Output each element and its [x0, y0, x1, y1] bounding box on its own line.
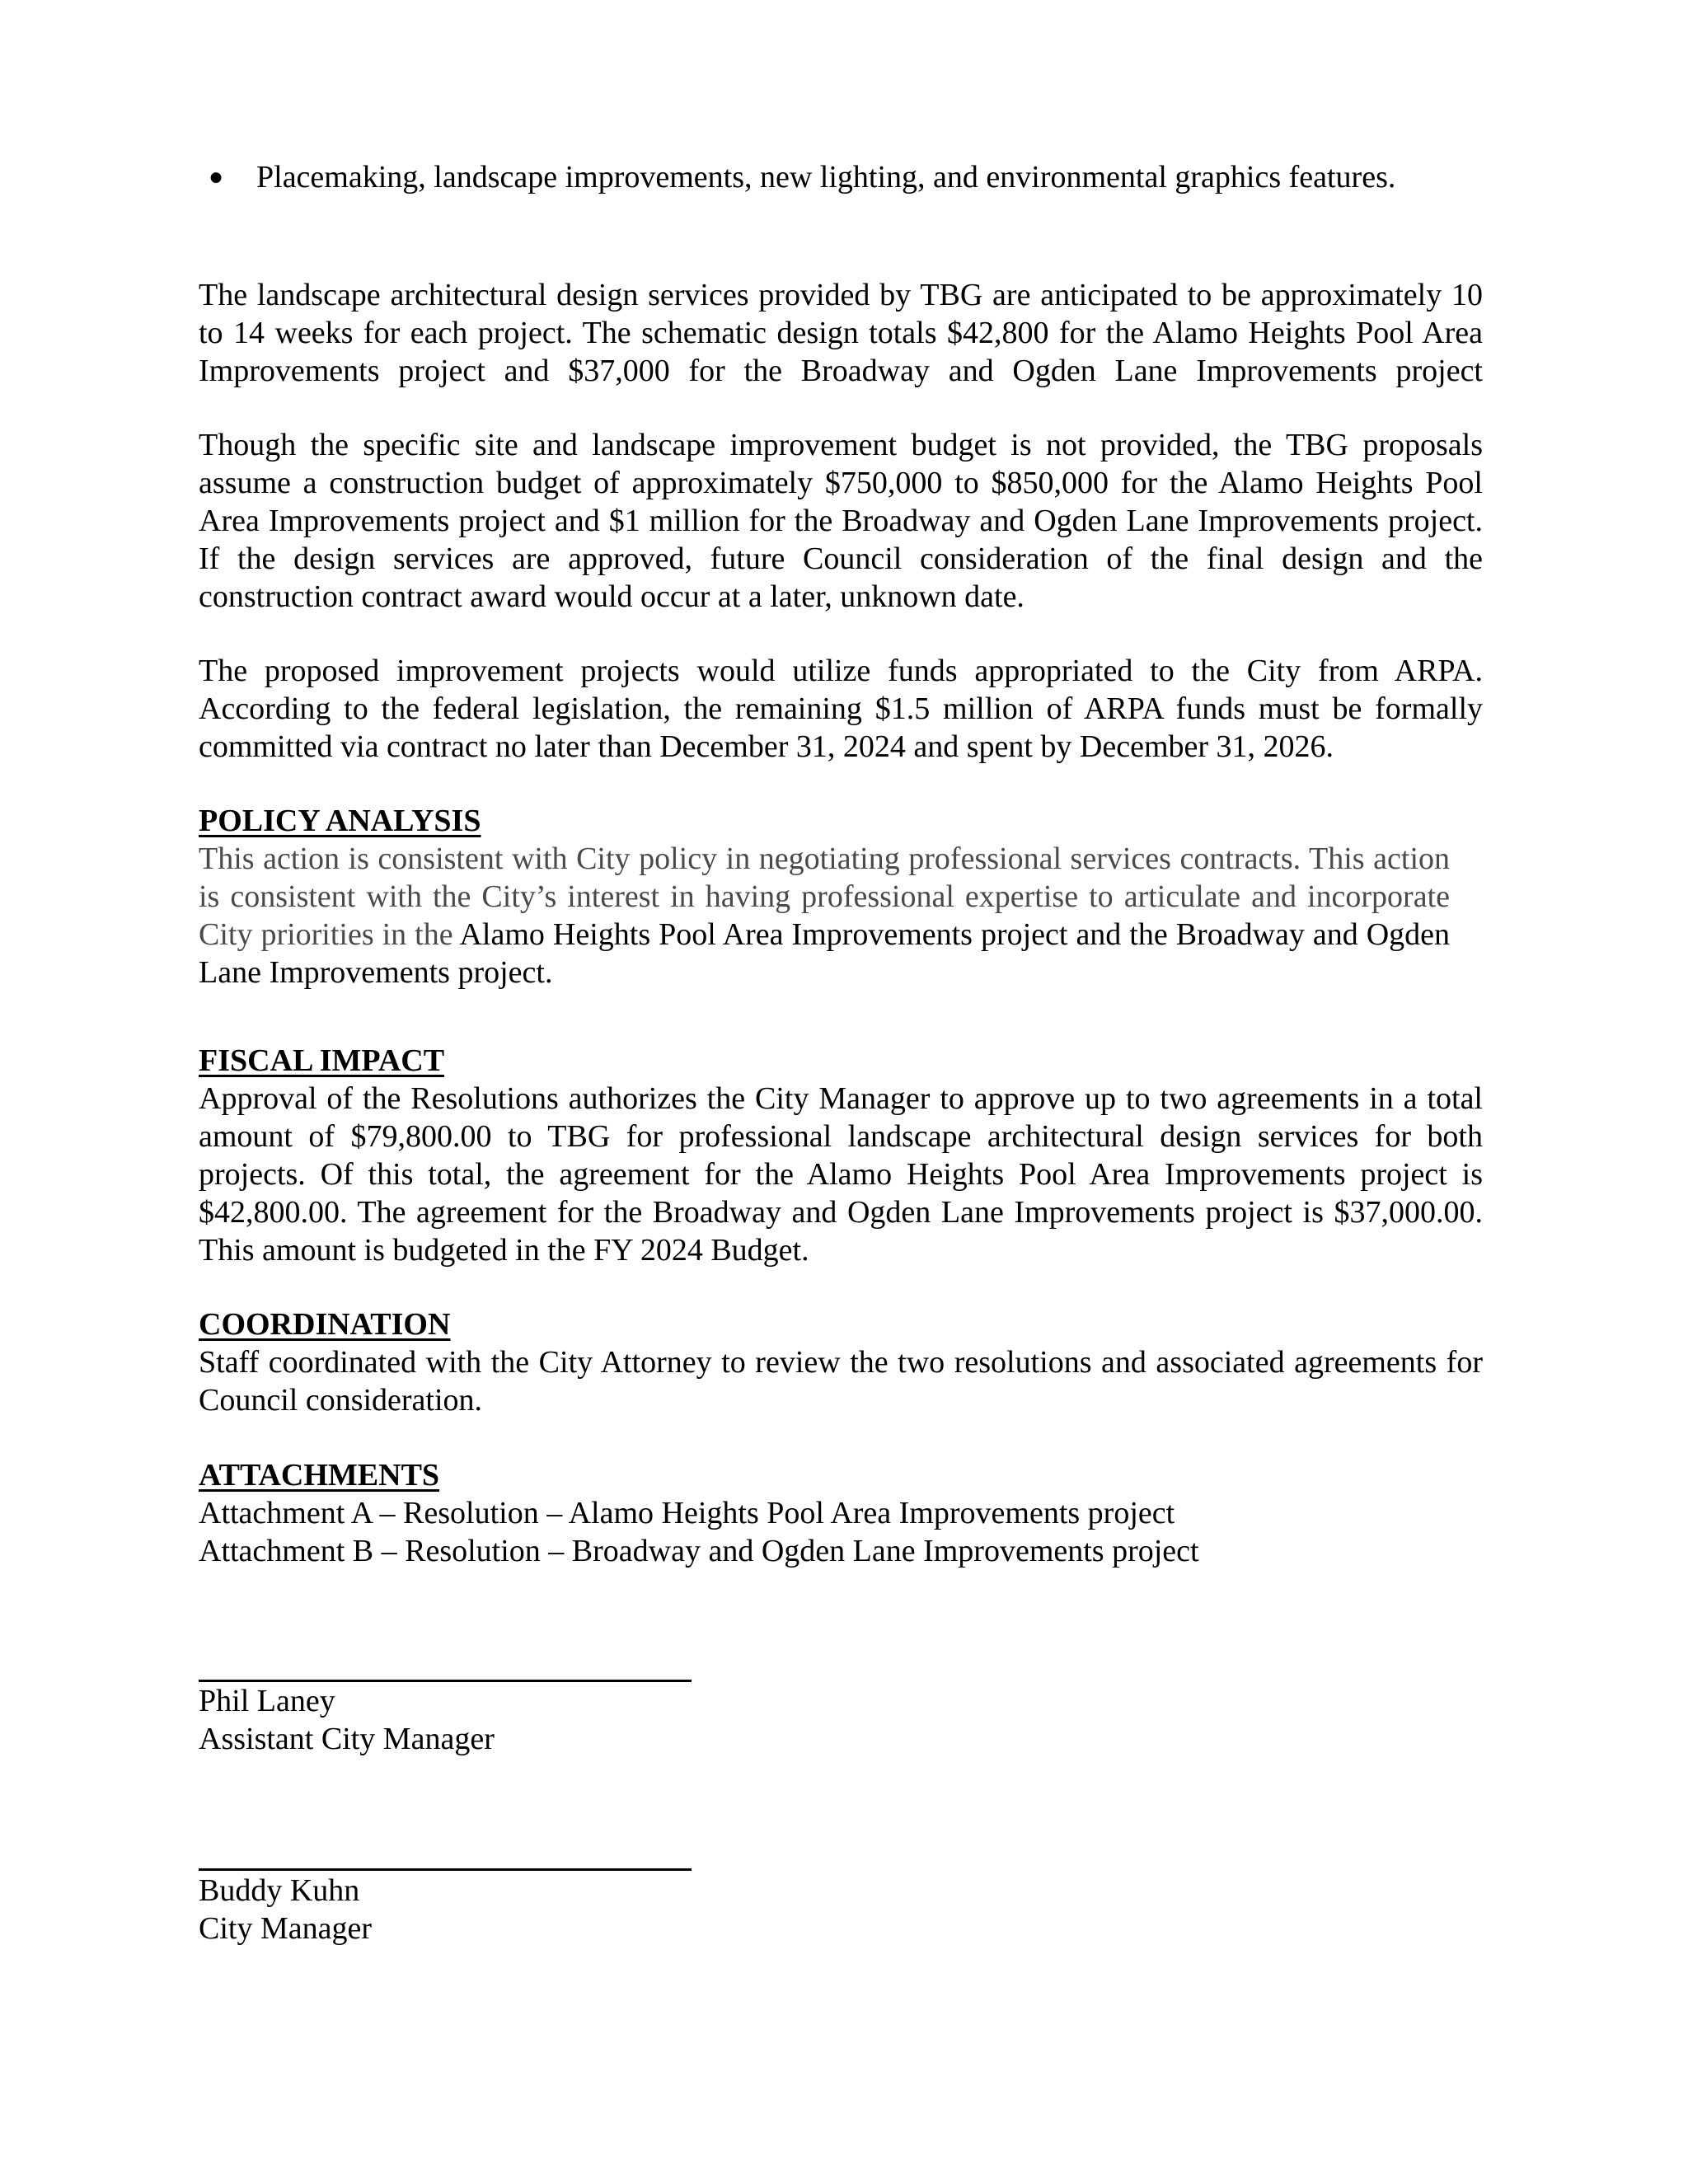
section-heading: ATTACHMENTS: [199, 1458, 440, 1493]
signatory-title: Assistant City Manager: [199, 1722, 495, 1756]
signature-block-assistant-city-manager: [199, 1682, 1483, 1758]
policy-text-black: Alamo Heights Pool Area Improvements project and the Broadway and Ogden Lane Improvements project.: [199, 917, 1451, 990]
paragraph-arpa-funds: [199, 652, 1483, 766]
section-heading: COORDINATION: [199, 1307, 451, 1342]
signature-line: [199, 1868, 692, 1871]
signatory-name: Buddy Kuhn: [199, 1873, 360, 1908]
section-heading: POLICY ANALYSIS: [199, 804, 481, 838]
signatory-name: Phil Laney: [199, 1684, 335, 1718]
section-attachments: [199, 1456, 1483, 1570]
section-text: Staff coordinated with the City Attorney to review the two resolutions and associated agreements for Council consideration.: [199, 1345, 1483, 1418]
attachment-item: Attachment B – Resolution – Broadway and Ogden Lane Improvements project: [199, 1534, 1199, 1568]
paragraph-text: The proposed improvement projects would utilize funds appropriated to the City from ARPA. According to the federal legislation, the remaining $1.5 million of ARPA funds must be formally committed via contract no later than December 31, 2024 and spent by December 31, 2026.: [199, 654, 1483, 764]
section-heading: FISCAL IMPACT: [199, 1043, 445, 1078]
bullet-dot-icon: ●: [209, 163, 224, 190]
paragraph-design-services: [199, 276, 1483, 390]
paragraph-construction-budget: [199, 426, 1483, 616]
bullet-item: [209, 158, 1483, 196]
signatory-title: City Manager: [199, 1911, 373, 1946]
bullet-text: Placemaking, landscape improvements, new lighting, and environmental graphics features.: [256, 160, 1396, 194]
section-coordination: [199, 1305, 1483, 1419]
policy-text-grey: This action is consistent with City policy in negotiating professional services contracts. This action is consistent with the City’s interest in having professional expertise to articulate and incorporate City priorities in the: [199, 841, 1450, 952]
paragraph-text: Though the specific site and landscape improvement budget is not provided, the TBG proposals assume a construction budget of approximately $750,000 to $850,000 for the Alamo Heights Pool Area Improvements project and $1 million for the Broadway and Ogden Lane Improvements project. If the design services are approved, future Council consideration of the final design and the construction contract award would occur at a later, unknown date.: [199, 428, 1483, 614]
signature-block-city-manager: [199, 1872, 1483, 1947]
section-text: Approval of the Resolutions authorizes the City Manager to approve up to two agreements in a total amount of $79,800.00 to TBG for professional landscape architectural design services for both projects. Of this total, the agreement for the Alamo Heights Pool Area Improvements project is $42,800.00. The agreement for the Broadway and Ogden Lane Improvements project is $37,000.00. This amount is budgeted in the FY 2024 Budget.: [199, 1081, 1483, 1268]
section-text: [199, 840, 1450, 991]
attachment-item: Attachment A – Resolution – Alamo Heights Pool Area Improvements project: [199, 1496, 1175, 1530]
paragraph-text: The landscape architectural design services provided by TBG are anticipated to be approximately 10 to 14 weeks for each project. The schematic design totals $42,800 for the Alamo Heights Pool Area Improvements project and $37,000 for the Broadway and Ogden Lane Improvements project: [199, 278, 1483, 388]
section-fiscal-impact: [199, 1042, 1483, 1269]
section-policy-analysis: [199, 802, 1483, 991]
